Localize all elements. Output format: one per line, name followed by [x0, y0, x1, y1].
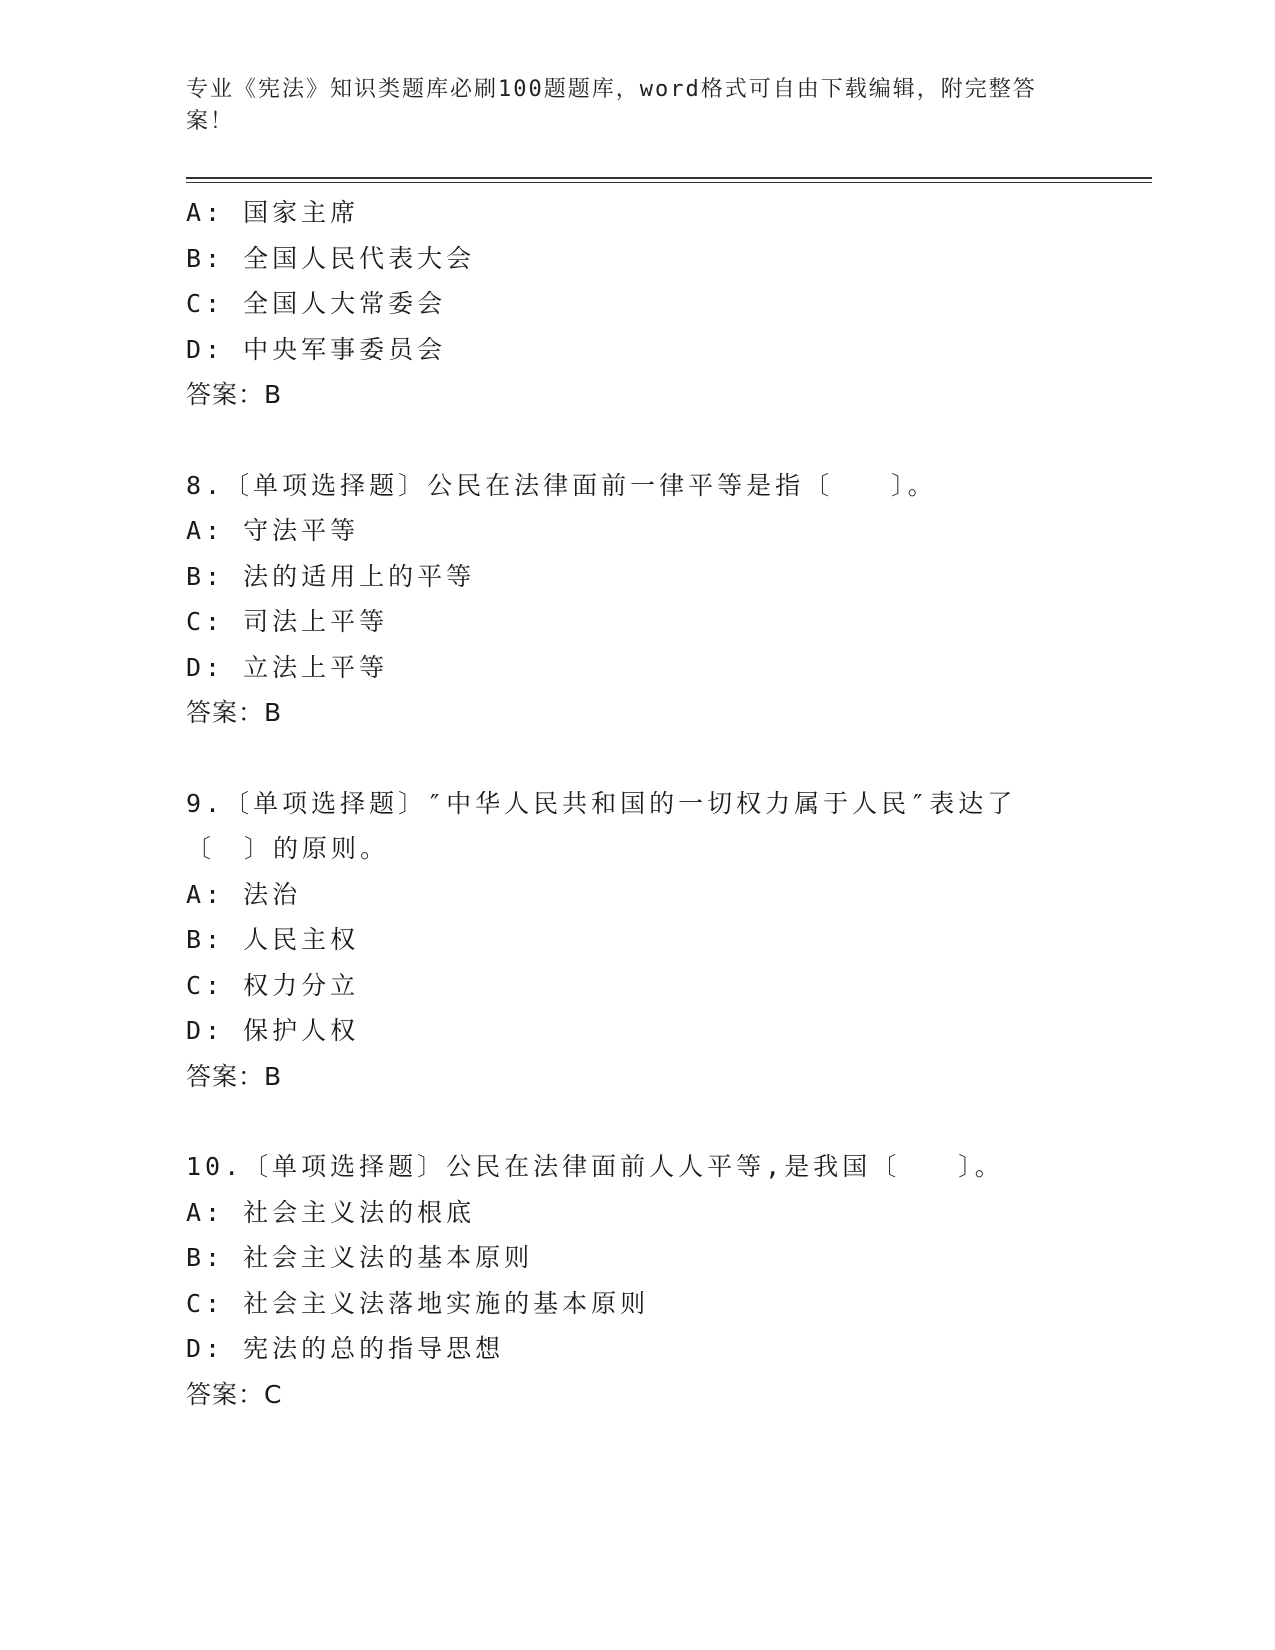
question-stem: 9.〔单项选择题〕″中华人民共和国的一切权力属于人民″表达了〔 〕的原则。	[186, 788, 1017, 863]
question-9	[186, 781, 1086, 1100]
option-a: A: 国家主席	[186, 198, 360, 227]
option-b: B: 社会主义法的基本原则	[186, 1243, 534, 1272]
answer: 答案：B	[186, 380, 283, 409]
answer: 答案：B	[186, 698, 283, 727]
question-stem: 10.〔单项选择题〕公民在法律面前人人平等,是我国〔 〕。	[186, 1152, 1004, 1181]
option-d: D: 保护人权	[186, 1016, 360, 1045]
option-d: D: 立法上平等	[186, 652, 389, 682]
option-b: B: 人民主权	[186, 925, 360, 954]
header-divider-thin	[186, 182, 1152, 183]
option-c: C: 社会主义法落地实施的基本原则	[186, 1288, 650, 1318]
question-stem: 8.〔单项选择题〕公民在法律面前一律平等是指〔 〕。	[186, 470, 937, 500]
question-10	[186, 1144, 1086, 1417]
option-b: B: 法的适用上的平等	[186, 561, 476, 591]
spacer	[186, 418, 1086, 463]
option-c: C: 权力分立	[186, 970, 360, 1000]
header-note: 专业《宪法》知识类题库必刷100题题库，word格式可自由下载编辑，附完整答案！	[186, 77, 1037, 134]
option-c: C: 全国人大常委会	[186, 289, 447, 318]
option-a: A: 法治	[186, 879, 302, 909]
header-divider-thick	[186, 177, 1152, 179]
spacer	[186, 736, 1086, 781]
option-b: B: 全国人民代表大会	[186, 243, 476, 273]
option-a: A: 社会主义法的根底	[186, 1197, 476, 1227]
answer: 答案：B	[186, 1061, 283, 1091]
option-d: D: 中央军事委员会	[186, 334, 447, 364]
question-8	[186, 463, 1086, 736]
option-a: A: 守法平等	[186, 516, 360, 545]
question-7	[186, 190, 1086, 418]
question-content	[186, 190, 1086, 1417]
answer: 答案：C	[186, 1379, 283, 1409]
option-d: D: 宪法的总的指导思想	[186, 1334, 505, 1363]
spacer	[186, 1099, 1086, 1144]
option-c: C: 司法上平等	[186, 607, 389, 636]
